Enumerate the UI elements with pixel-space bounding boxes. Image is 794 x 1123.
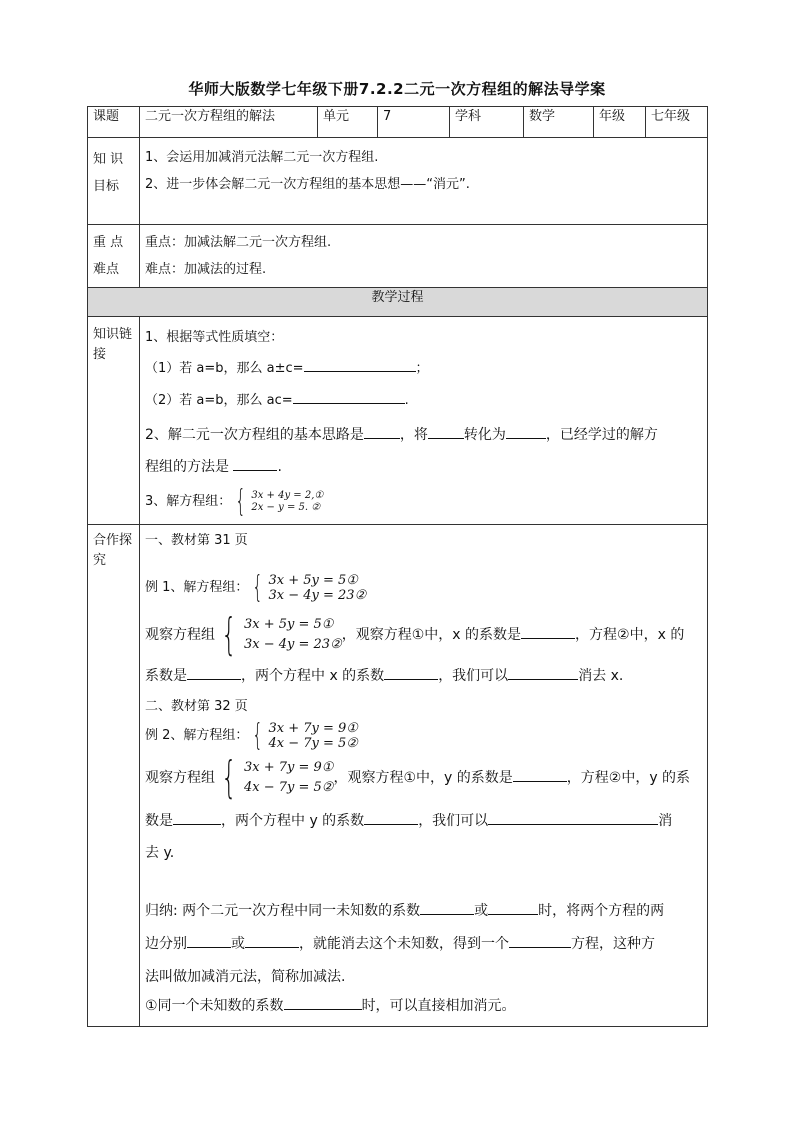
example2: 例 2、解方程组： { 3x + 7y = 9① 4x − 7y = 5② <box>145 718 358 753</box>
grade-value: 七年级 <box>646 107 708 138</box>
blank[interactable] <box>187 933 231 948</box>
label-unit: 单元 <box>318 107 378 138</box>
blank[interactable] <box>364 424 400 439</box>
blank[interactable] <box>233 456 277 471</box>
summary-end: 法叫做加减消元法，简称加减法. <box>145 968 346 985</box>
link-row <box>88 317 708 525</box>
label-grade: 年级 <box>594 107 646 138</box>
summary-cont: 边分别 或 ，就能消去这个未知数，得到一个 方程，这种方 <box>145 926 702 962</box>
goal-item-2: 2、进一步体会解二元一次方程组的基本思想——“消元”. <box>145 177 470 192</box>
link-q3: 3、解方程组： { 3x + 4y = 2,① 2x − y = 5. ② <box>145 484 324 519</box>
header-row <box>88 107 708 138</box>
blank[interactable] <box>488 900 538 915</box>
explore-sec1: 一、教材第 31 页 <box>145 532 248 548</box>
document-title: 华师大版数学七年级下册7.2.2二元一次方程组的解法导学案 <box>188 80 606 98</box>
blank[interactable] <box>513 767 567 782</box>
equation-system: { 3x + 7y = 9① 4x − 7y = 5② <box>252 718 358 753</box>
summary: 归纳: 两个二元一次方程中同一未知数的系数 或 时，将两个方程的两 <box>145 896 702 926</box>
process-header-row <box>88 288 708 317</box>
subject-value: 数学 <box>524 107 594 138</box>
explore-label: 合作探究 <box>88 524 140 1026</box>
blank[interactable] <box>245 933 299 948</box>
example1: 例 1、解方程组： { 3x + 5y = 5① 3x − 4y = 23② <box>145 569 367 605</box>
blank[interactable] <box>420 900 474 915</box>
explore-sec2: 二、教材第 32 页 <box>145 699 248 714</box>
blank[interactable] <box>304 357 416 372</box>
label-topic: 课题 <box>88 107 140 138</box>
blank[interactable] <box>187 665 241 680</box>
observe2-end: 去 y. <box>145 844 175 861</box>
explore-row <box>88 524 708 1026</box>
goals-row <box>88 138 708 225</box>
blank[interactable] <box>173 810 221 825</box>
link-q1b: （2）若 a=b，那么 ac= . <box>145 385 702 417</box>
difficulty-text: 难点：加减法的过程. <box>145 262 267 277</box>
blank[interactable] <box>509 933 571 948</box>
link-q1: 1、根据等式性质填空： <box>145 330 284 345</box>
topic-value: 二元一次方程组的解法 <box>140 107 318 138</box>
keypoints-label-b: 难点 <box>93 262 120 277</box>
observe1-cont: 系数是 ，两个方程中 x 的系数 ，我们可以 消去 x. <box>145 659 702 693</box>
observe2-cont: 数是 ，两个方程中 y 的系数 ，我们可以 消 <box>145 804 702 838</box>
keypoint-text: 重点：加减法解二元一次方程组. <box>145 235 332 250</box>
blank[interactable] <box>521 624 575 639</box>
keypoints-label-a: 重 点 <box>93 235 124 250</box>
blank[interactable] <box>284 995 362 1010</box>
lesson-table <box>87 106 708 1027</box>
blank[interactable] <box>428 424 464 439</box>
link-q2-cont: 程组的方法是 . <box>145 451 702 483</box>
rule-line: ①同一个未知数的系数 时，可以直接相加消元。 <box>145 992 702 1020</box>
unit-value: 7 <box>378 107 450 138</box>
goals-label-a: 知 识 <box>93 152 124 167</box>
process-header: 教学过程 <box>88 288 708 317</box>
link-q2: 2、解二元一次方程组的基本思路是 ，将 转化为 ，已经学过的解方 <box>145 419 702 451</box>
keypoints-row <box>88 225 708 288</box>
equation-system: { 3x + 4y = 2,① 2x − y = 5. ② <box>235 484 324 519</box>
blank[interactable] <box>508 665 578 680</box>
equation-system: { 3x + 7y = 9① 4x − 7y = 5② <box>221 751 334 803</box>
equation-system: { 3x + 5y = 5① 3x − 4y = 23② <box>252 569 367 605</box>
blank[interactable] <box>384 665 438 680</box>
equation-system: { 3x + 5y = 5① 3x − 4y = 23② <box>221 609 342 660</box>
label-subject: 学科 <box>450 107 524 138</box>
observe2: 观察方程组 { 3x + 7y = 9① 4x − 7y = 5② ，观察方程①中，y 的系数是 ，方程②中，y 的系 <box>145 751 691 803</box>
goal-item-1: 1、会运用加减消元法解二元一次方程组. <box>145 150 379 165</box>
goals-label-b: 目标 <box>93 179 120 194</box>
link-label: 知识链接 <box>88 317 140 525</box>
blank[interactable] <box>506 424 546 439</box>
link-q1a: （1）若 a=b，那么 a±c= ； <box>145 353 702 385</box>
blank[interactable] <box>364 810 418 825</box>
observe1: 观察方程组 { 3x + 5y = 5① 3x − 4y = 23② ，观察方程①中，x 的系数是 ，方程②中，x 的 <box>145 609 685 660</box>
blank[interactable] <box>293 389 405 404</box>
blank[interactable] <box>488 810 658 825</box>
